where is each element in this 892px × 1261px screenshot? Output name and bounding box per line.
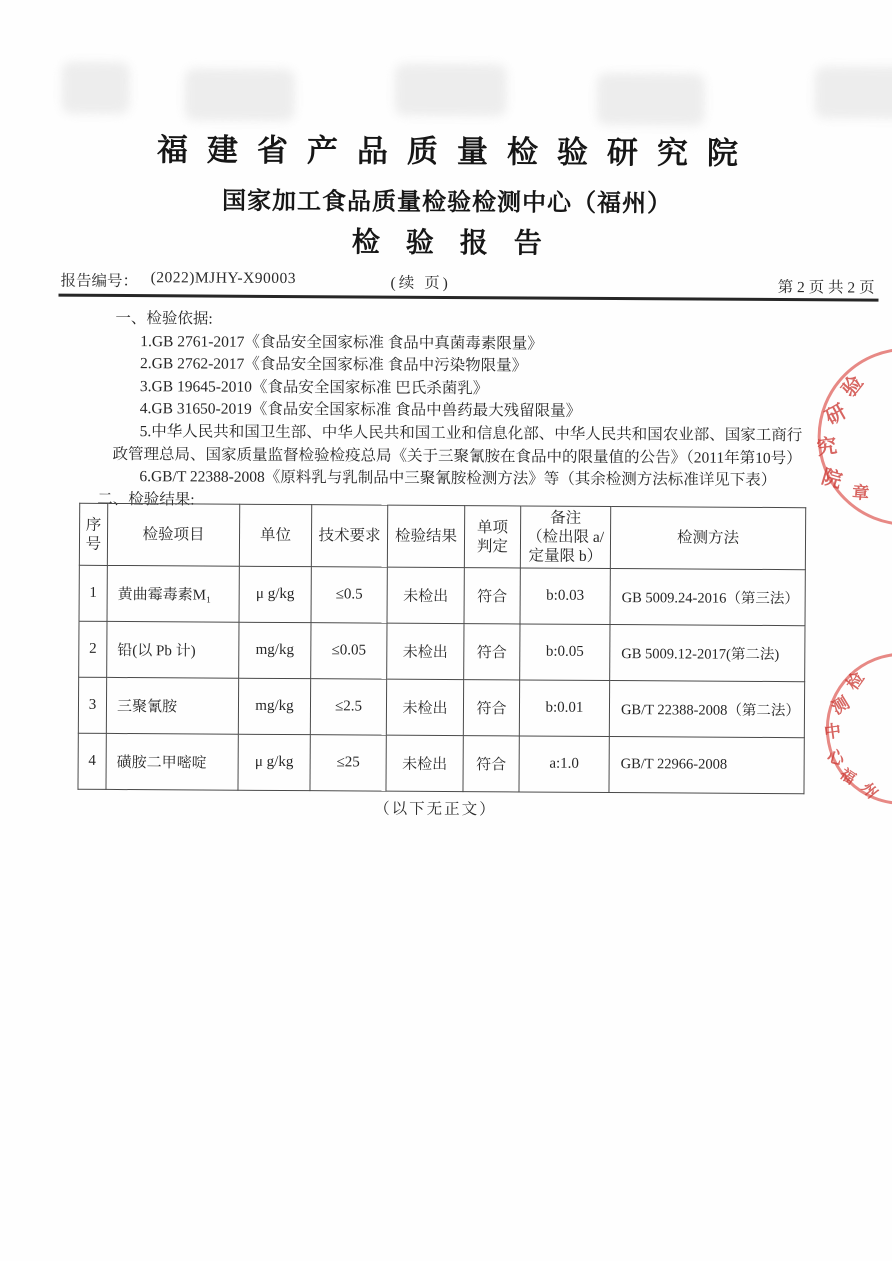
cell-no: 4 bbox=[78, 733, 106, 789]
cell-unit: μ g/kg bbox=[238, 734, 310, 790]
cell-result: 未检出 bbox=[386, 735, 463, 791]
cell-remark: b:0.03 bbox=[520, 568, 610, 625]
col-header-result: 检验结果 bbox=[387, 505, 464, 567]
inspection-basis-section bbox=[97, 308, 814, 516]
cell-unit: mg/kg bbox=[238, 678, 310, 734]
page-number: 第 2 页 共 2 页 bbox=[777, 279, 875, 297]
cell-item: 铅(以 Pb 计) bbox=[107, 621, 239, 678]
seal-character: 测 bbox=[828, 693, 853, 719]
cell-unit: μ g/kg bbox=[239, 566, 311, 622]
seal-character: 究 bbox=[815, 435, 839, 460]
basis-item: 3.GB 19645-2010《食品安全国家标准 巴氏杀菌乳》 bbox=[139, 377, 489, 398]
cell-judgment: 符合 bbox=[464, 624, 520, 680]
table-row bbox=[79, 621, 805, 681]
cell-requirement: ≤0.05 bbox=[311, 623, 387, 679]
table-row bbox=[78, 733, 804, 793]
official-seal-bottom bbox=[822, 652, 892, 805]
seal-character: 验 bbox=[838, 371, 868, 402]
cell-no: 1 bbox=[79, 565, 107, 621]
table-row bbox=[79, 565, 805, 625]
col-header-no: 序 号 bbox=[79, 503, 107, 565]
report-meta bbox=[61, 269, 879, 298]
basis-item: 6.GB/T 22388-2008《原料乳与乳制品中三聚氰胺检测方法》等（其余检测方法标准详见下表） bbox=[139, 468, 777, 490]
ghost-imprint-blob bbox=[395, 64, 507, 117]
ghost-imprint-blob bbox=[815, 66, 892, 119]
report-no-label: 报告编号： bbox=[60, 272, 139, 291]
ghost-imprint-blob bbox=[597, 73, 705, 126]
basis-item: 1.GB 2761-2017《食品安全国家标准 食品中真菌毒素限量》 bbox=[140, 332, 543, 353]
seal-character: 福 bbox=[836, 766, 858, 789]
results-table bbox=[77, 503, 806, 794]
center-name: 国家加工食品质量检验检测中心（福州） bbox=[221, 188, 673, 218]
cell-judgment: 符合 bbox=[464, 568, 520, 624]
cell-item: 三聚氰胺 bbox=[106, 677, 238, 734]
report-no-value: (2022)MJHY-X90003 bbox=[150, 269, 297, 288]
seal-character: 研 bbox=[821, 400, 851, 430]
ghost-imprint-blob bbox=[185, 68, 295, 121]
col-header-requirement: 技术要求 bbox=[311, 505, 387, 567]
cell-no: 2 bbox=[79, 621, 107, 677]
seal-character: 院 bbox=[819, 465, 845, 493]
col-header-item: 检验项目 bbox=[107, 503, 239, 566]
end-of-text-note: （以下无正文） bbox=[374, 800, 497, 819]
basis-item: 2.GB 2762-2017《食品安全国家标准 食品中污染物限量》 bbox=[140, 355, 528, 375]
col-header-remark: 备注 （检出限 a/ 定量限 b） bbox=[520, 506, 610, 569]
seal-character: 中 bbox=[822, 721, 843, 743]
cell-method: GB 5009.12-2017(第二法) bbox=[610, 625, 805, 682]
cell-result: 未检出 bbox=[387, 567, 464, 623]
seal-character: 检 bbox=[842, 668, 868, 694]
cell-item: 黄曲霉毒素M₁ bbox=[107, 565, 239, 622]
seal-character: 心 bbox=[825, 746, 847, 770]
cell-item: 磺胺二甲嘧啶 bbox=[106, 733, 238, 790]
seal-character: 州 bbox=[857, 780, 880, 802]
table-header-row bbox=[79, 503, 805, 569]
cell-method: GB/T 22966-2008 bbox=[609, 737, 804, 794]
cell-judgment: 符合 bbox=[463, 736, 519, 792]
seal-character: 章 bbox=[851, 482, 870, 504]
results-heading: 二、检验结果: bbox=[97, 490, 195, 509]
ghost-imprint-blob bbox=[62, 62, 130, 114]
cell-requirement: ≤2.5 bbox=[310, 679, 386, 735]
official-seal-top bbox=[817, 347, 892, 526]
cell-judgment: 符合 bbox=[463, 680, 519, 736]
basis-item: 5.中华人民共和国卫生部、中华人民共和国工业和信息化部、中华人民共和国农业部、国家工商行政管理总局、国家质量监督检验检疫总局《关于三聚氰胺在食品中的限量值的公告》（2011年第10号） bbox=[112, 423, 803, 467]
cell-requirement: ≤0.5 bbox=[311, 567, 387, 623]
cell-remark: a:1.0 bbox=[519, 736, 609, 793]
cell-requirement: ≤25 bbox=[310, 735, 386, 791]
basis-item: 4.GB 31650-2019《食品安全国家标准 食品中兽药最大残留限量》 bbox=[139, 400, 582, 421]
continued-page-marker: (续 页) bbox=[390, 274, 451, 293]
institute-title: 福建省产品质量检验研究院 bbox=[156, 132, 757, 171]
cell-unit: mg/kg bbox=[239, 622, 311, 678]
ghost-imprint bbox=[57, 56, 857, 123]
cell-method: GB/T 22388-2008（第二法） bbox=[609, 681, 804, 738]
col-header-unit: 单位 bbox=[239, 504, 311, 566]
cell-remark: b:0.05 bbox=[520, 624, 610, 681]
table-row bbox=[78, 677, 804, 737]
col-header-method: 检测方法 bbox=[610, 507, 805, 570]
cell-remark: b:0.01 bbox=[519, 680, 609, 737]
basis-heading: 一、检验依据: bbox=[115, 309, 213, 328]
cell-result: 未检出 bbox=[386, 679, 463, 735]
cell-method: GB 5009.24-2016（第三法） bbox=[610, 569, 805, 626]
document-title: 检验报告 bbox=[351, 227, 568, 260]
col-header-judgment: 单项 判定 bbox=[464, 506, 520, 568]
cell-result: 未检出 bbox=[387, 623, 464, 679]
cell-no: 3 bbox=[78, 677, 106, 733]
